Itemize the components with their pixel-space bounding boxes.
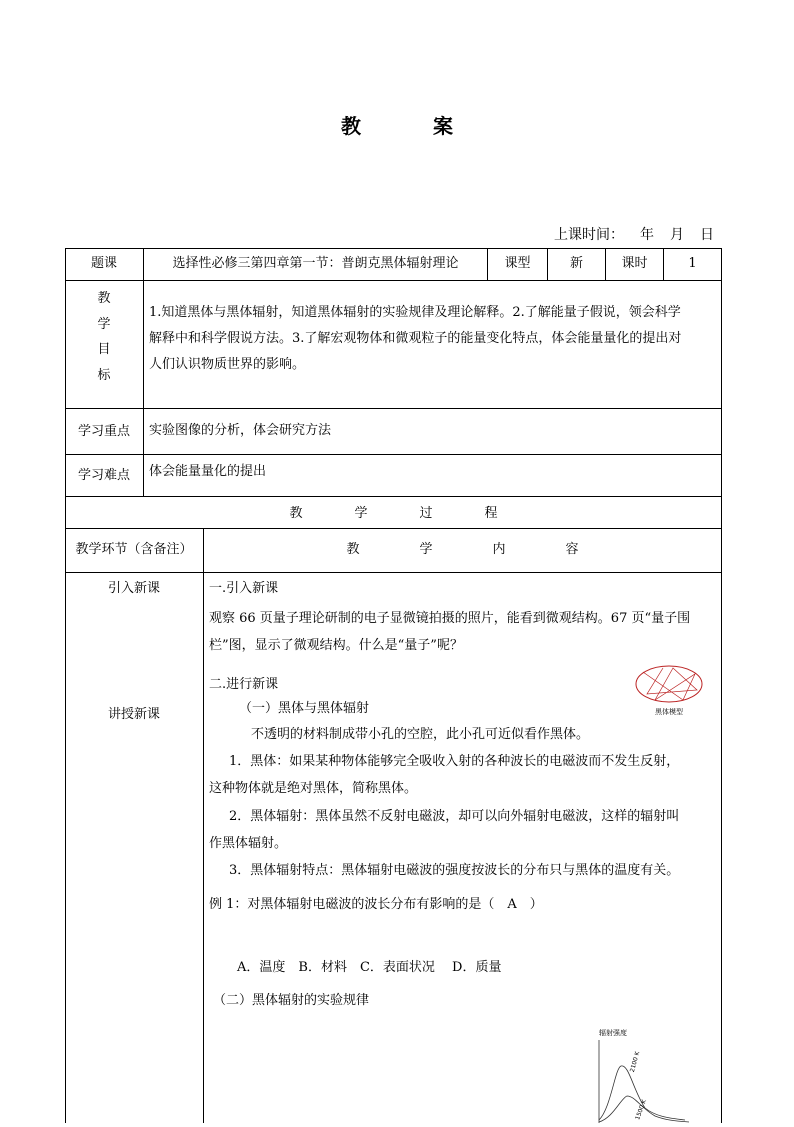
section1-intro: 不透明的材料制成带小孔的空腔，此小孔可近似看作黑体。 — [251, 727, 590, 742]
section1-heading: （一）黑体与黑体辐射 — [239, 701, 370, 716]
intro-heading: 一.引入新课 — [209, 581, 279, 596]
class-hours-value: 1 — [688, 256, 697, 271]
difficulties-text: 体会能量量化的提出 — [149, 464, 267, 479]
intro-text: 观察 66 页量子理论研制的电子显微镜拍摄的照片，能看到微观结构。67 页“量子围 栏”图，显示了微观结构。什么是“量子”呢？ — [209, 611, 691, 653]
example1-options: A．温度 B．材料 C．表面状况 D．质量 — [237, 960, 502, 975]
blackbody-cavity-icon — [633, 660, 705, 710]
radiation-graph — [585, 1028, 705, 1123]
lesson-type-value: 新 — [569, 256, 583, 271]
lesson-type-label: 课型 — [504, 256, 531, 271]
objectives-label: 教 学 目 标 — [97, 291, 111, 383]
topic-label: 题课 — [90, 256, 117, 271]
graph-y-label: 辐射强度 — [599, 1029, 627, 1037]
title-char-1: 教 — [341, 114, 361, 138]
example1-question: 例 1：对黑体辐射电磁波的波长分布有影响的是（ A ） — [209, 897, 543, 912]
page-title — [0, 110, 794, 139]
stage-teaching: 讲授新课 — [107, 707, 160, 722]
objectives-text: 1.知道黑体与黑体辐射，知道黑体辐射的实验规律及理论解释。2.了解能量子假说，领会科学 解释中和科学假说方法。3.了解宏观物体和微观粒子的能量变化特点，体会能量量化的提出对 人们认识物质世界的影响。 — [149, 305, 682, 372]
graph-temp-2100: 2100 K — [628, 1050, 642, 1073]
blackbody-model-figure — [633, 660, 705, 720]
stage-intro: 引入新课 — [107, 581, 160, 596]
blackbody-model-caption: 黑体模型 — [655, 708, 683, 716]
class-hours-label: 课时 — [621, 256, 648, 271]
lesson-plan-table — [65, 248, 722, 1123]
class-date-label: 上课时间： — [554, 227, 624, 243]
key-points-text: 实验图像的分析，体会研究方法 — [149, 423, 332, 438]
graph-temp-1500: 1500 K — [634, 1098, 648, 1121]
definition-blackbody: 1．黑体：如果某种物体能够完全吸收入射的各种波长的电磁波而不发生反射， 这种物体就是绝对黑体，简称黑体。 — [209, 754, 680, 796]
date-day-label: 日 — [700, 227, 714, 243]
topic-value: 选择性必修三第四章第一节：普朗克黑体辐射理论 — [172, 256, 459, 271]
definition-blackbody-radiation: 2．黑体辐射：黑体虽然不反射电磁波，却可以向外辐射电磁波，这样的辐射叫 作黑体辐射。 — [209, 809, 680, 851]
date-month-label: 月 — [670, 227, 684, 243]
stage-column-header: 教学环节（含备注） — [75, 542, 193, 557]
process-header: 教 学 过 程 — [289, 506, 498, 521]
date-year-label: 年 — [640, 227, 654, 243]
difficulties-label: 学习难点 — [77, 468, 130, 483]
blackbody-radiation-feature: 3．黑体辐射特点：黑体辐射电磁波的强度按波长的分布只与黑体的温度有关。 — [229, 863, 680, 878]
new-lesson-heading: 二.进行新课 — [209, 677, 279, 692]
class-date-line — [554, 224, 714, 244]
content-column-header: 教 学 内 容 — [346, 542, 579, 557]
section2-heading: （二）黑体辐射的实验规律 — [213, 993, 370, 1008]
key-points-label: 学习重点 — [77, 424, 130, 439]
title-char-2: 案 — [433, 114, 453, 138]
